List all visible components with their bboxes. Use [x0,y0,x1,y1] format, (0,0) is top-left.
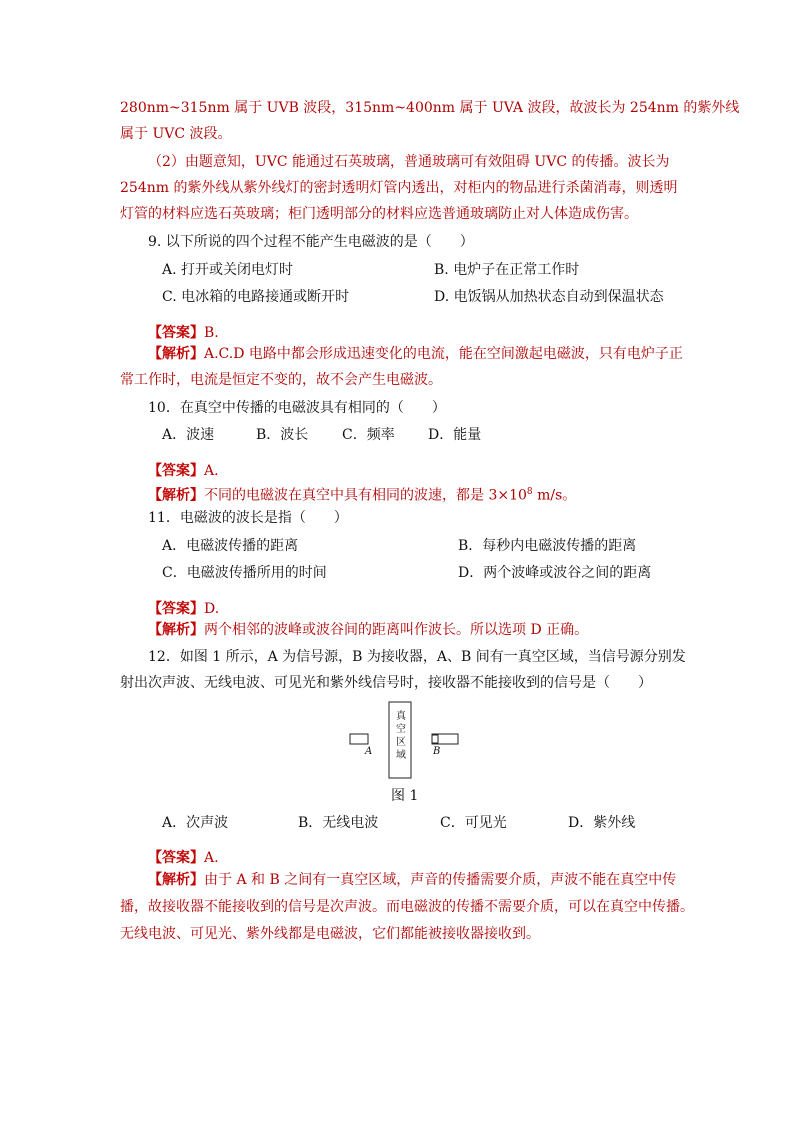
q12-stem-line-1: 12．如图 1 所示，A 为信号源，B 为接收器，A、B 间有一真空区域，当信号源分别发 [148,649,686,665]
q12-stem-line-2: 射出次声波、无线电波、可见光和紫外线信号时，接收器不能接收到的信号是（ ） [120,675,652,691]
prev-analysis-line-2: 属于 UVC 波段。 [120,126,232,142]
q12-option-c: C．可见光 [440,815,507,831]
prev-analysis-line-1: 280nm~315nm 属于 UVB 波段，315nm~400nm 属于 UVA 波段，故波长为 254nm 的紫外线 [120,100,740,116]
signal-source-a [350,734,368,744]
q10-option-c: C．频率 [342,427,395,443]
q10-answer: 【答案】A. [148,463,219,479]
q9-option-d: D. 电饭锅从加热状态自动到保温状态 [434,289,664,305]
q12-option-a: A．次声波 [162,815,229,831]
q9-option-b: B. 电炉子在正常工作时 [434,262,580,278]
prev-analysis-line-4: 254nm 的紫外线从紫外线灯的密封透明灯管内透出，对柜内的物品进行杀菌消毒，则透明 [120,180,678,196]
q11-option-c: C．电磁波传播所用的时间 [162,565,327,581]
analysis-label: 【解析】 [148,346,204,362]
q11-option-b: B．每秒内电磁波传播的距离 [458,538,637,554]
label-b: B [433,746,441,757]
q11-analysis: 【解析】两个相邻的波峰或波谷间的距离叫作波长。所以选项 D 正确。 [148,622,589,638]
figure-1 [340,700,470,780]
prev-analysis-line-5: 灯管的材料应选石英玻璃；柜门透明部分的材料应选普通玻璃防止对人体造成伤害。 [120,206,638,222]
q12-analysis-line-2: 播，故接收器不能接收到的信号是次声波。而电磁波的传播不需要介质，可以在真空中传播。 [120,899,694,915]
q12-analysis-line-3: 无线电波、可见光、紫外线都是电磁波，它们都能被接收器接收到。 [120,926,540,942]
q9-analysis-line-2: 常工作时，电流是恒定不变的，故不会产生电磁波。 [120,372,442,388]
figure-1-caption: 图 1 [391,788,419,804]
q11-option-a: A．电磁波传播的距离 [162,538,299,554]
q12-analysis-line-1: 【解析】由于 A 和 B 之间有一真空区域，声音的传播需要介质，声波不能在真空中传 [148,872,677,888]
q12-option-d: D．紫外线 [568,815,636,831]
prev-analysis-line-3: （2）由题意知，UVC 能通过石英玻璃，普通玻璃可有效阻碍 UVC 的传播。波长为 [148,154,670,170]
q9-analysis-line-1: 【解析】A.C.D 电路中都会形成迅速变化的电流，能在空间激起电磁波，只有电炉子正 [148,346,683,362]
q9-answer [148,323,219,343]
q11-stem: 11．电磁波的波长是指（ ） [148,510,348,526]
q9-option-a: A. 打开或关闭电灯时 [162,262,294,278]
q10-option-a: A．波速 [162,427,215,443]
q11-answer: 【答案】D. [148,601,220,617]
q10-option-d: D．能量 [428,427,482,443]
answer-label: 【答案】 [148,325,204,341]
q10-stem: 10．在真空中传播的电磁波具有相同的（ ） [148,400,446,416]
vacuum-region-label: 真空区域 [396,711,406,761]
q10-analysis: 【解析】不同的电磁波在真空中具有相同的波速，都是 $3\times 10^8$ m/s。 [148,487,577,504]
q9-option-c: C. 电冰箱的电路接通或断开时 [162,289,350,305]
q10-option-b: B．波长 [256,427,309,443]
q12-answer: 【答案】A. [148,850,219,866]
q9-stem: 9. 以下所说的四个过程不能产生电磁波的是（ ） [148,234,474,250]
label-a: A [365,746,373,757]
q12-option-b: B．无线电波 [298,815,379,831]
q11-option-d: D．两个波峰或波谷之间的距离 [458,565,652,581]
answer-value: B. [204,325,219,341]
